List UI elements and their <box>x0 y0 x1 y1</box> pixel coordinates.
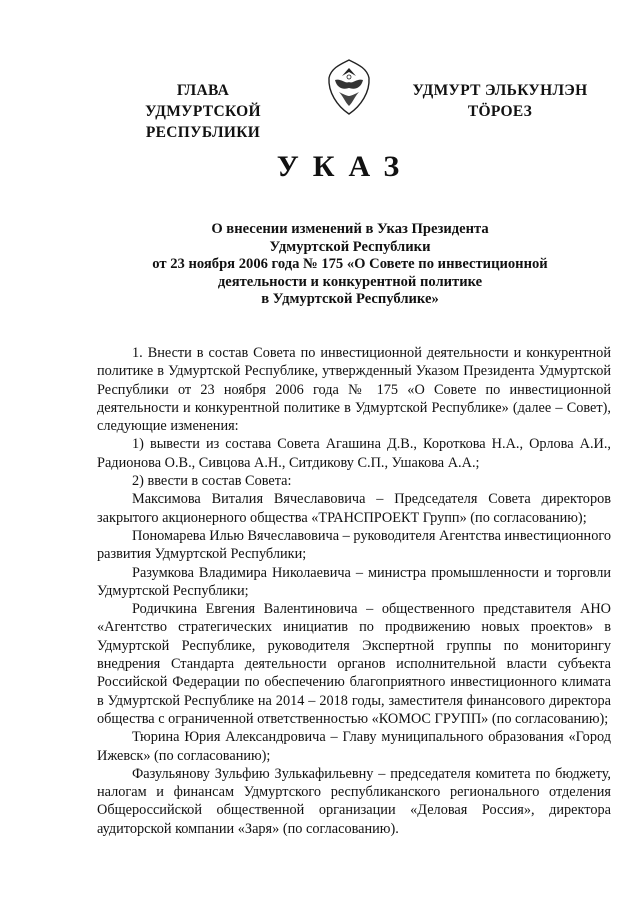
subject-line: деятельности и конкурентной политике <box>217 273 483 290</box>
paragraph: 1. Внести в состав Совета по инвестиционной деятельности и конкурентной политике в Удмуртской Республике, утвержденный Указом Президента Удмуртской Республики от 23 ноября 2006 года № 175 «О Совете по инвестиционной деятельности и конкурентной политике в Удмуртской Республике» (далее – Совет), следующие изменения: <box>97 345 611 435</box>
issuer-title: ГЛАВА <box>176 82 230 99</box>
paragraph: Пономарева Илью Вячеславовича – руководителя Агентства инвестиционного развития Удмуртской Республики; <box>97 527 612 563</box>
paragraph: Фазульянову Зульфию Зулькафильевну – председателя комитета по бюджету, налогам и финансам Удмуртского республиканского регионального отделения Общероссийской общественной организации «Деловая Россия», директора аудиторской компании «Заря» (по согласованию). <box>97 765 611 837</box>
subject-line: в Удмуртской Республике» <box>261 291 439 308</box>
issuer-russian <box>88 80 318 143</box>
issuer-region: УДМУРТСКОЙ РЕСПУБЛИКИ <box>145 103 261 141</box>
paragraph: Тюрина Юрия Александровича – Главу муниципального образования «Город Ижевск» (по согласованию); <box>97 729 611 764</box>
subject-line: О внесении изменений в Указ Президента <box>211 221 489 237</box>
paragraph: Максимова Виталия Вячеславовича – Председателя Совета директоров закрытого акционерного общества «ТРАНСПРОЕКТ Групп» (по согласованию); <box>97 491 611 526</box>
subject-line: от 23 ноября 2006 года № 175 «О Совете по инвестиционной <box>152 256 548 273</box>
issuer-udmurt-line1: УДМУРТ ЭЛЬКУНЛЭН <box>412 82 588 99</box>
issuer-udmurt-line2: ТӦРОЕЗ <box>467 103 533 120</box>
paragraph: Родичкина Евгения Валентиновича – общественного представителя АНО «Агентство стратегических инициатив по продвижению новых проектов» в Удмуртской Республике, руководителя Экспертной группы по мониторингу внедрения Стандарта деятельности органов исполнительной власти субъекта Российской Федерации по обеспечению благоприятного инвестиционного климата в Удмуртской Республике на 2014 – 2018 годы, заместителя финансового директора общества с ограниченной ответственностью «КОМОС ГРУПП» (по согласованию); <box>97 601 611 727</box>
paragraph: 1) вывести из состава Совета Агашина Д.В., Короткова Н.А., Орлова А.И., Радионова О.В., Сивцова А.Н., Ситдикову С.П., Ушакова А.А.; <box>97 436 611 471</box>
subject-line: Удмуртской Республики <box>269 238 431 255</box>
document-type-title: УКАЗ <box>276 150 414 183</box>
issuer-udmurt <box>400 80 600 122</box>
document-subject <box>100 221 600 309</box>
paragraph: 2) ввести в состав Совета: <box>132 473 292 490</box>
coat-of-arms-icon <box>327 58 371 116</box>
paragraph: Разумкова Владимира Николаевича – министра промышленности и торговли Удмуртской Республики; <box>97 564 611 599</box>
document-body <box>97 344 611 838</box>
